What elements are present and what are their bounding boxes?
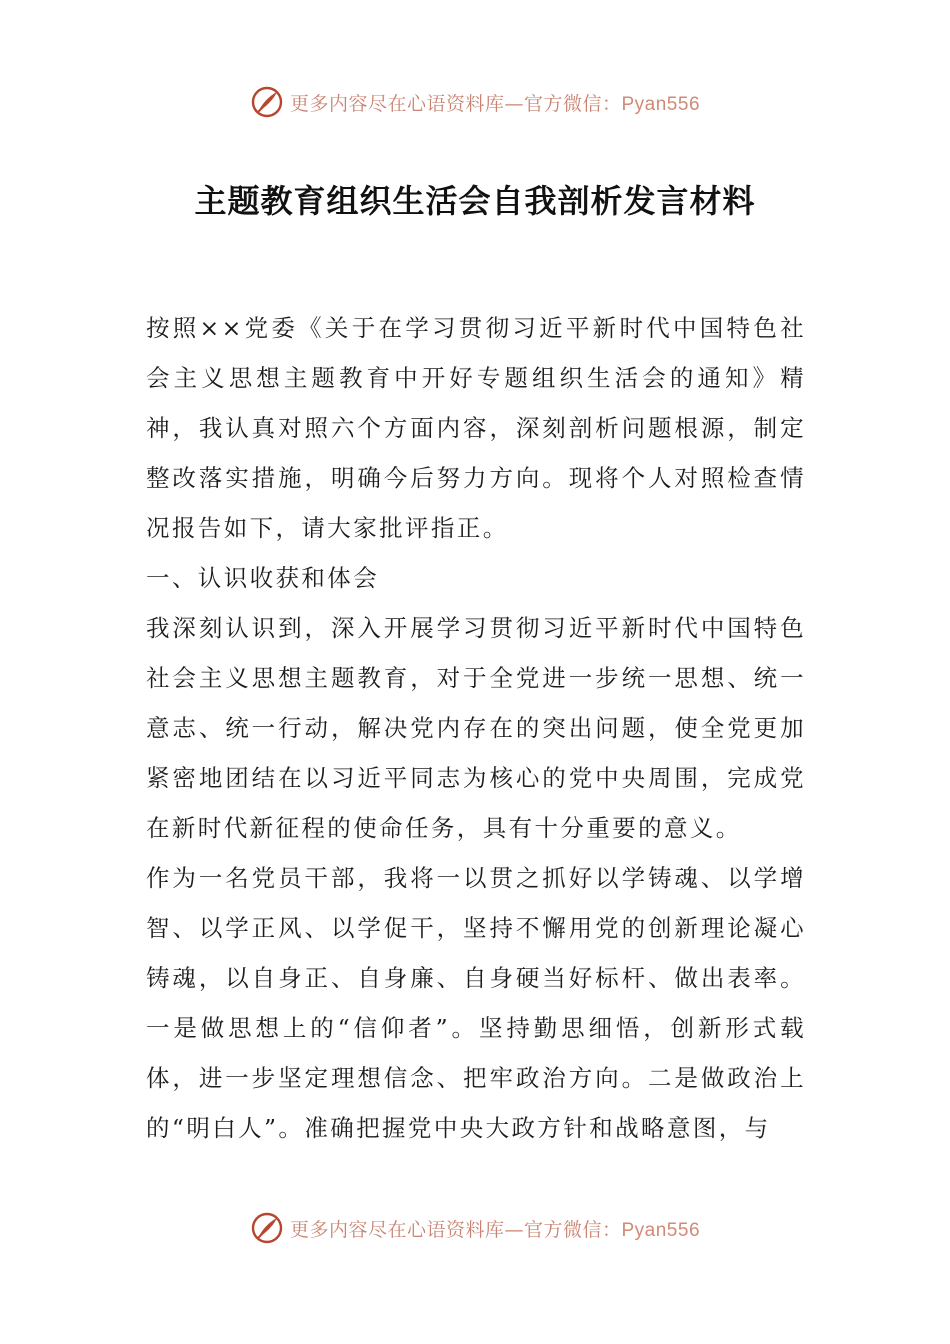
banner-text — [290, 89, 700, 116]
banner-text — [290, 1215, 700, 1242]
banner-label: 更多内容尽在心语资料库—官方微信： — [289, 92, 622, 115]
paragraph-intro: 按照××党委《关于在学习贯彻习近平新时代中国特色社会主义思想主题教育中开好专题组织生活会的通知》精神，我认真对照六个方面内容，深刻剖析问题根源，制定整改落实措施，明确今后努力方向。现将个人对照检查情况报告如下，请大家批评指正。 — [146, 314, 806, 542]
banner-label: 更多内容尽在心语资料库—官方微信： — [289, 1218, 622, 1241]
header-watermark-banner — [0, 82, 950, 122]
section-heading-1: 一、认识收获和体会 — [146, 564, 380, 592]
document-body — [146, 303, 806, 1153]
paragraph-understanding: 我深刻认识到，深入开展学习贯彻习近平新时代中国特色社会主义思想主题教育，对于全党进一步统一思想、统一意志、统一行动，解决党内存在的突出问题，使全党更加紧密地团结在以习近平同志为核心的党中央周围，完成党在新时代新征程的使命任务，具有十分重要的意义。 — [146, 614, 806, 842]
document-title: 主题教育组织生活会自我剖析发言材料 — [194, 182, 756, 220]
paragraph-commitment: 作为一名党员干部，我将一以贯之抓好以学铸魂、以学增智、以学正风、以学促干，坚持不懈用党的创新理论凝心铸魂，以自身正、自身廉、自身硬当好标杆、做出表率。一是做思想上的“信仰者”。坚持勤思细悟，创新形式载体，进一步坚定理想信念、把牢政治方向。二是做政治上的“明白人”。准确把握党中央大政方针和战略意图，与 — [146, 864, 806, 1142]
footer-watermark-banner — [0, 1208, 950, 1248]
banner-wechat-id: Pyan556 — [621, 1219, 701, 1241]
quill-logo-icon — [250, 1211, 284, 1245]
banner-wechat-id: Pyan556 — [621, 93, 701, 115]
quill-logo-icon — [250, 85, 284, 119]
